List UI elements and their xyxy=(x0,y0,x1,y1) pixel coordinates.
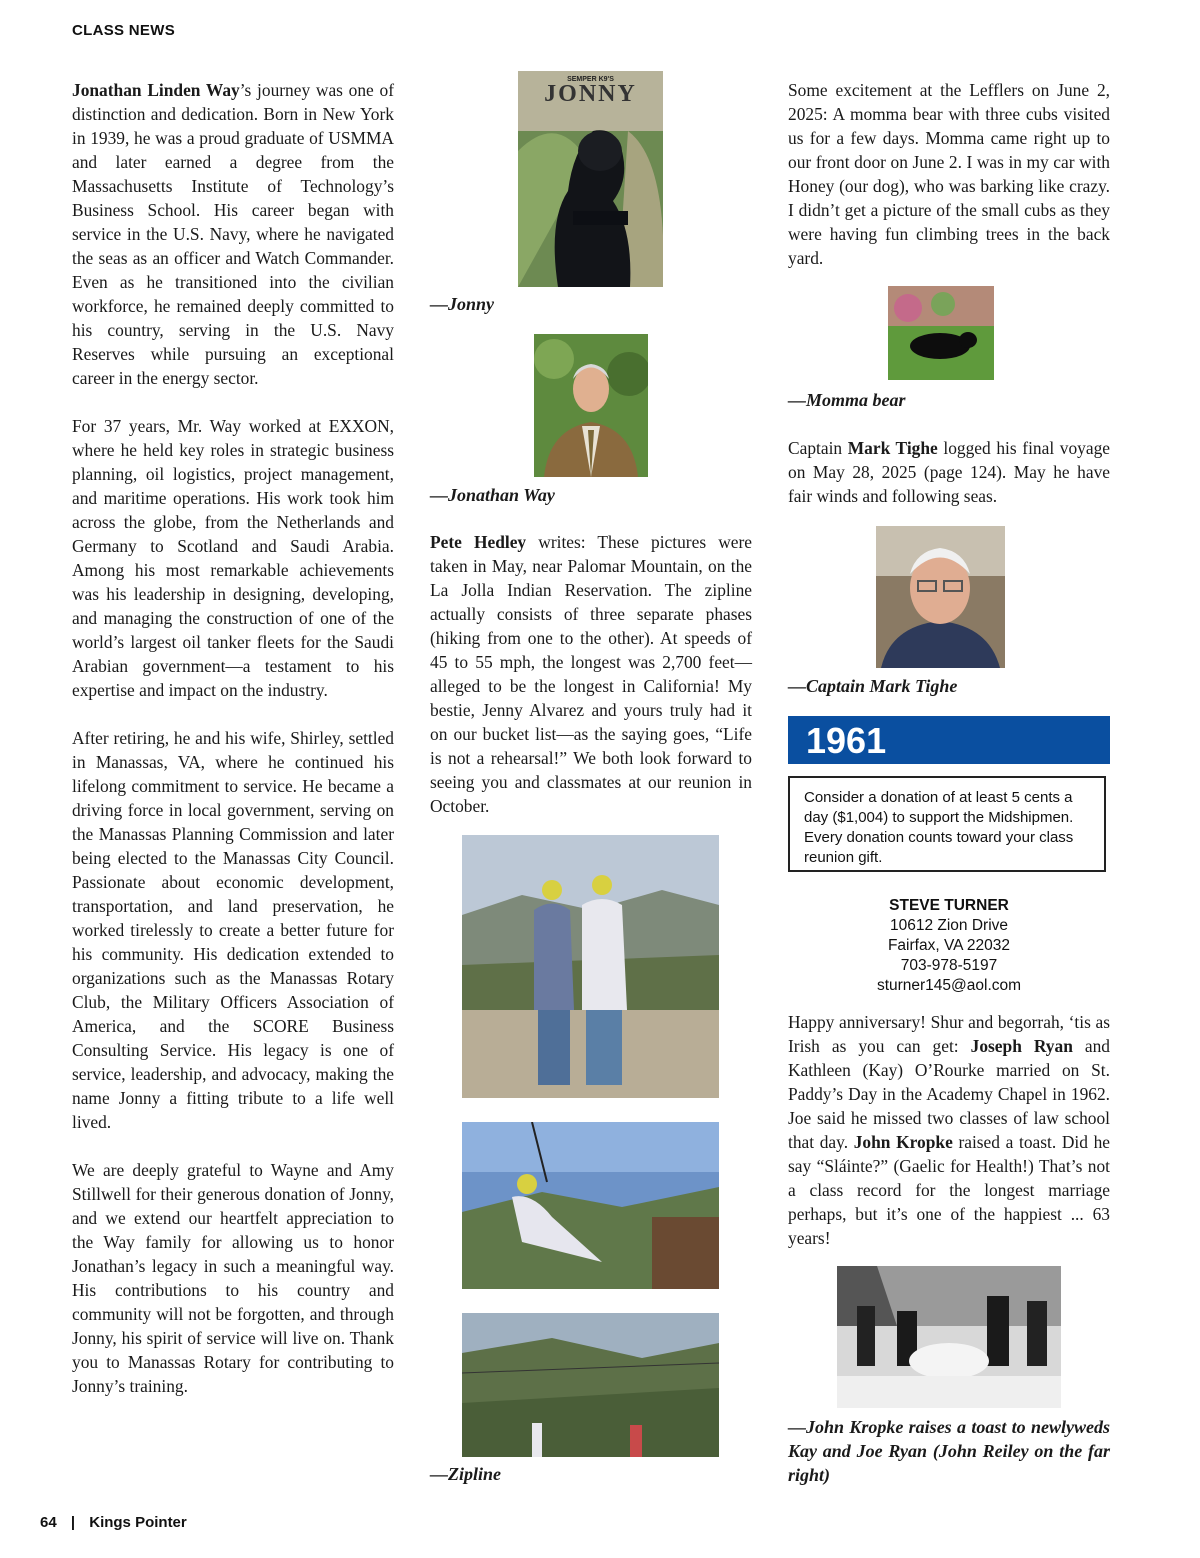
paragraph-text: Captain xyxy=(788,438,848,458)
hedley-paragraph xyxy=(430,530,752,818)
contact-phone: 703-978-5197 xyxy=(900,957,998,974)
anniversary-article xyxy=(788,1010,1110,1274)
section-label: CLASS NEWS xyxy=(72,22,176,39)
class-year: 1961 xyxy=(806,720,887,761)
tighe-article xyxy=(788,436,1110,532)
person-name: Joseph Ryan xyxy=(970,1036,1073,1056)
jonny-caption: —Jonny xyxy=(430,294,495,314)
class-contact xyxy=(788,896,1110,996)
photo-subtitle: SEMPER K9'S xyxy=(567,76,614,83)
zipline-couple-photo xyxy=(462,835,719,1098)
paragraph-text: raised a toast. Did he say “Sláinte?” (Gaelic for Health!) That’s not a class record for the longest marriage perhaps, but it’s one of the happiest ... 63 years! xyxy=(788,1132,1110,1248)
paragraph-text: writes: These pictures were taken in May, near Palomar Mountain, on the La Jolla Indian Reservation. The zipline actually consists of three separate phases (hiking from one to the other). At speeds of 45 to 55 mph, the longest was 2,700 feet—alleged to be the longest in California! My bestie, Jenny Alvarez and yours truly had it on our bucket list—as the saying goes, “Life is not a rehearsal!” We both look forward to seeing you and classmates at our reunion in October. xyxy=(430,532,752,816)
wedding-caption: —John Kropke raises a toast to newlyweds Kay and Joe Ryan (John Reiley on the far right) xyxy=(788,1417,1110,1485)
footer-separator: | xyxy=(70,1514,76,1531)
jonathan-way-caption: —Jonathan Way xyxy=(430,485,555,505)
photo-title: JONNY xyxy=(544,81,637,107)
class-year-banner xyxy=(788,716,1110,764)
person-name: Mark Tighe xyxy=(847,438,938,458)
person-name: Pete Hedley xyxy=(430,532,527,552)
page-number: 64 xyxy=(40,1514,57,1531)
mark-tighe-caption: —Captain Mark Tighe xyxy=(788,676,958,696)
hedley-article xyxy=(430,530,752,842)
paragraph-text: Happy anniversary! Shur and begorrah, ‘tis as Irish as you can get: xyxy=(788,1012,1110,1056)
article-paragraph-3: After retiring, he and his wife, Shirley, settled in Manassas, VA, where he continued his lifelong commitment to service. He became a driving force in local government, serving on the Manassas Planning Commission and later being elected to the Manassas City Council. Passionate about economic development, transportation, and land preservation, he worked tirelessly to create a better future for his community. His dedication extended to organizations such as the Manassas Rotary Club, the Military Officers Association of America, and the SCORE Business Consulting Service. His legacy is one of service, leadership, and advocacy, making the name Jonny a fitting tribute to a life well lived. xyxy=(72,728,394,1132)
zipline-distance-photo xyxy=(462,1313,719,1457)
zipline-ride-photo xyxy=(462,1122,719,1289)
article-paragraph-2: For 37 years, Mr. Way worked at EXXON, where he held key roles in strategic business planning, oil logistics, project management, and maritime operations. His work took him across the globe, from the Netherlands and Germany to Scotland and Saudi Arabia. Among his most remarkable achievements was his leadership in designing, developing, and managing the construction of one of the world’s largest oil tanker fleets for the Saudi Arabian government—a testament to his expertise and impact on the industry. xyxy=(72,416,394,700)
article-paragraph-1 xyxy=(72,78,394,390)
leffler-article xyxy=(788,78,1110,294)
publication-name: Kings Pointer xyxy=(89,1514,187,1531)
contact-street: 10612 Zion Drive xyxy=(889,917,1009,934)
wedding-photo xyxy=(837,1266,1061,1408)
contact-name: STEVE TURNER xyxy=(889,897,1009,914)
anniversary-paragraph xyxy=(788,1010,1110,1250)
paragraph-text: and Kathleen (Kay) O’Rourke married on St. Paddy’s Day in the Academy Chapel in 1962. Joe said he missed two classes of law school that day. xyxy=(788,1036,1110,1152)
momma-bear-caption: —Momma bear xyxy=(788,390,906,410)
mark-tighe-photo xyxy=(876,526,1005,668)
contact-email[interactable]: sturner145@aol.com xyxy=(876,977,1022,994)
paragraph-text: ’s journey was one of distinction and dedication. Born in New York in 1939, he was a proud graduate of USMMA and later earned a degree from the Massachusetts Institute of Technology’s Business School. His career began with service in the U.S. Navy, where he navigated the seas as an officer and Watch Commander. Even as he transitioned into the civilian workforce, he remained deeply committed to his country, serving in the U.S. Navy Reserves while pursuing an exceptional career in the energy sector. xyxy=(72,80,394,388)
tighe-paragraph xyxy=(788,436,1110,508)
jonathan-way-photo xyxy=(534,334,648,477)
contact-city: Fairfax, VA 22032 xyxy=(887,937,1011,954)
zipline-caption: —Zipline xyxy=(430,1464,501,1484)
momma-bear-photo xyxy=(888,286,994,380)
person-name: Jonathan Linden Way xyxy=(72,80,240,100)
donation-box: Consider a donation of at least 5 cents a day ($1,004) to support the Midshipmen. Every donation counts toward your class reunion gift. xyxy=(788,776,1106,872)
leffler-paragraph: Some excitement at the Lefflers on June 2, 2025: A momma bear with three cubs visited us for a few days. Momma came right up to our front door on June 2. I was in my car with Honey (our dog), who was barking like crazy. I didn’t get a picture of the small cubs as they were having fun climbing trees in the back yard. xyxy=(788,80,1110,268)
person-name: John Kropke xyxy=(853,1132,953,1152)
column-1-article xyxy=(72,78,394,1422)
page-footer xyxy=(40,1514,187,1531)
paragraph-text: logged his final voyage on May 28, 2025 (page 124). May he have fair winds and following seas. xyxy=(788,438,1110,506)
jonny-dog-photo xyxy=(518,71,663,287)
article-paragraph-4: We are deeply grateful to Wayne and Amy Stillwell for their generous donation of Jonny, and we extend our heartfelt appreciation to the Way family for allowing us to honor Jonathan’s legacy in such a meaningful way. His contributions to his country and community will not be forgotten, and through Jonny, his spirit of service will live on. Thank you to Manassas Rotary for contributing to Jonny’s training. xyxy=(72,1160,394,1396)
